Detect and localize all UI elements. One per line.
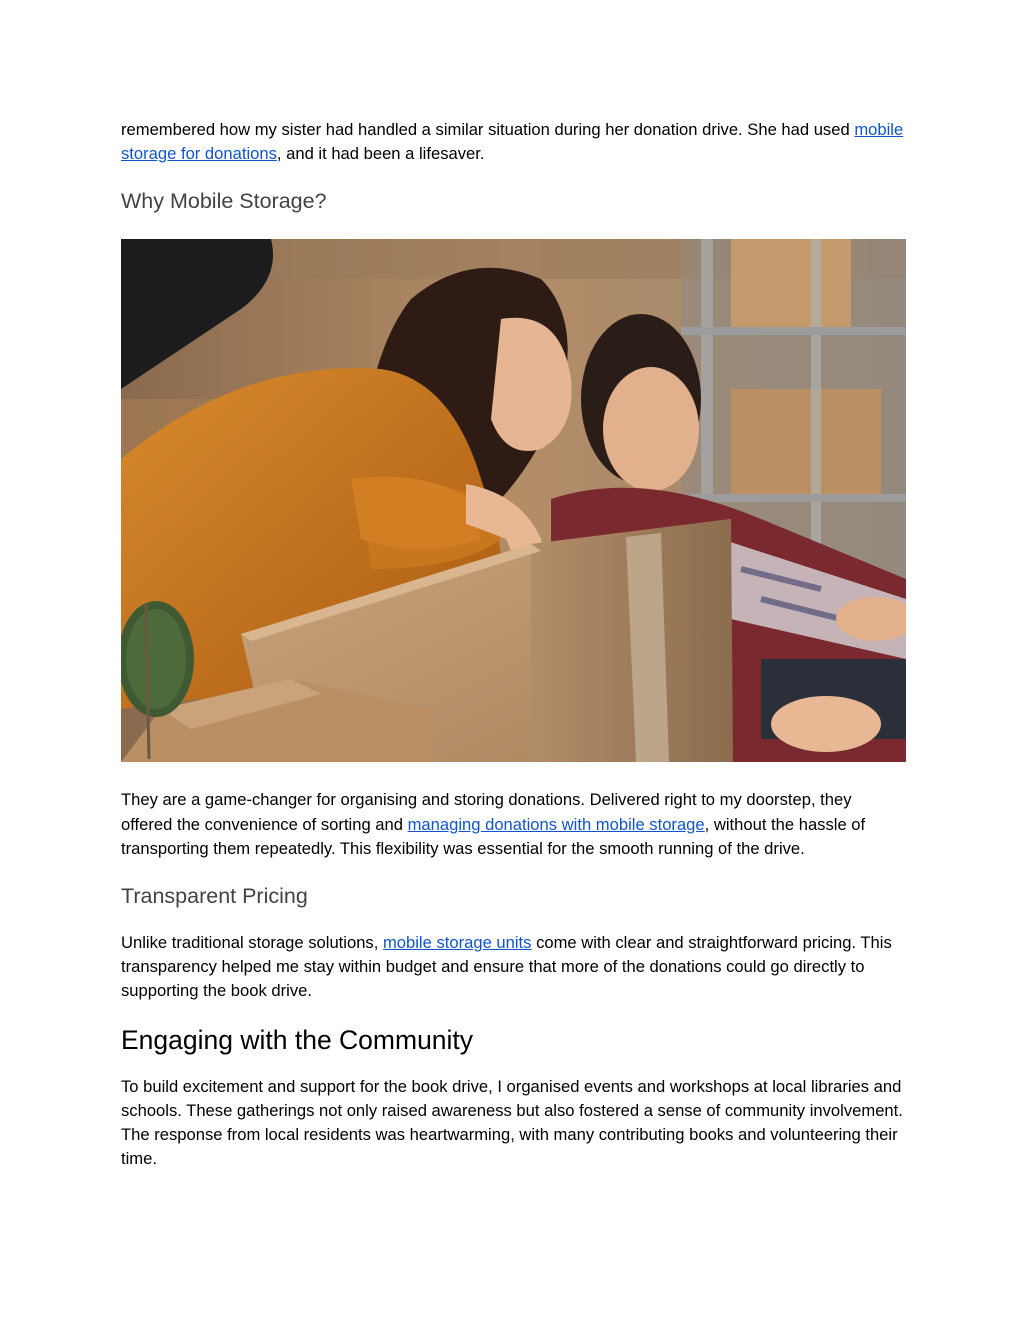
engaging-community-heading: Engaging with the Community (121, 1024, 474, 1055)
why-mobile-storage-heading: Why Mobile Storage? (121, 189, 327, 214)
warehouse-photo (121, 239, 906, 762)
managing-donations-link[interactable]: managing donations with mobile storage (407, 814, 705, 834)
why-text-after: , without the hassle of transporting them repeatedly. This flexibility was essential for the smooth running of the drive. (121, 814, 866, 858)
mobile-storage-donations-link[interactable]: mobile storage for donations (121, 120, 904, 164)
intro-paragraph (121, 118, 907, 166)
mobile-storage-units-link[interactable]: mobile storage units (382, 933, 532, 953)
transparent-pricing-heading: Transparent Pricing (121, 884, 308, 909)
document-page (121, 118, 907, 1171)
why-mobile-storage-paragraph (121, 788, 907, 861)
pricing-text-after: come with clear and straightforward pricing. This transparency helped me stay within budget and ensure that more of the donations could go directly to supporting the book drive. (121, 933, 892, 1001)
intro-text-before: remembered how my sister had handled a similar situation during her donation drive. She had used (121, 120, 855, 139)
intro-text-after: , and it had been a lifesaver. (276, 144, 485, 164)
pricing-text-before: Unlike traditional storage solutions, (121, 933, 383, 953)
why-text-before: They are a game-changer for organising and storing donations. Delivered right to my doorstep, they offered the convenience of sorting and (121, 790, 852, 834)
transparent-pricing-paragraph (121, 931, 907, 1004)
engaging-community-paragraph: To build excitement and support for the book drive, I organised events and workshops at local libraries and schools. These gatherings not only raised awareness but also fostered a sense of community involvement. The response from local residents was heartwarming, with many contributing books and volunteering their time. (121, 1076, 903, 1169)
